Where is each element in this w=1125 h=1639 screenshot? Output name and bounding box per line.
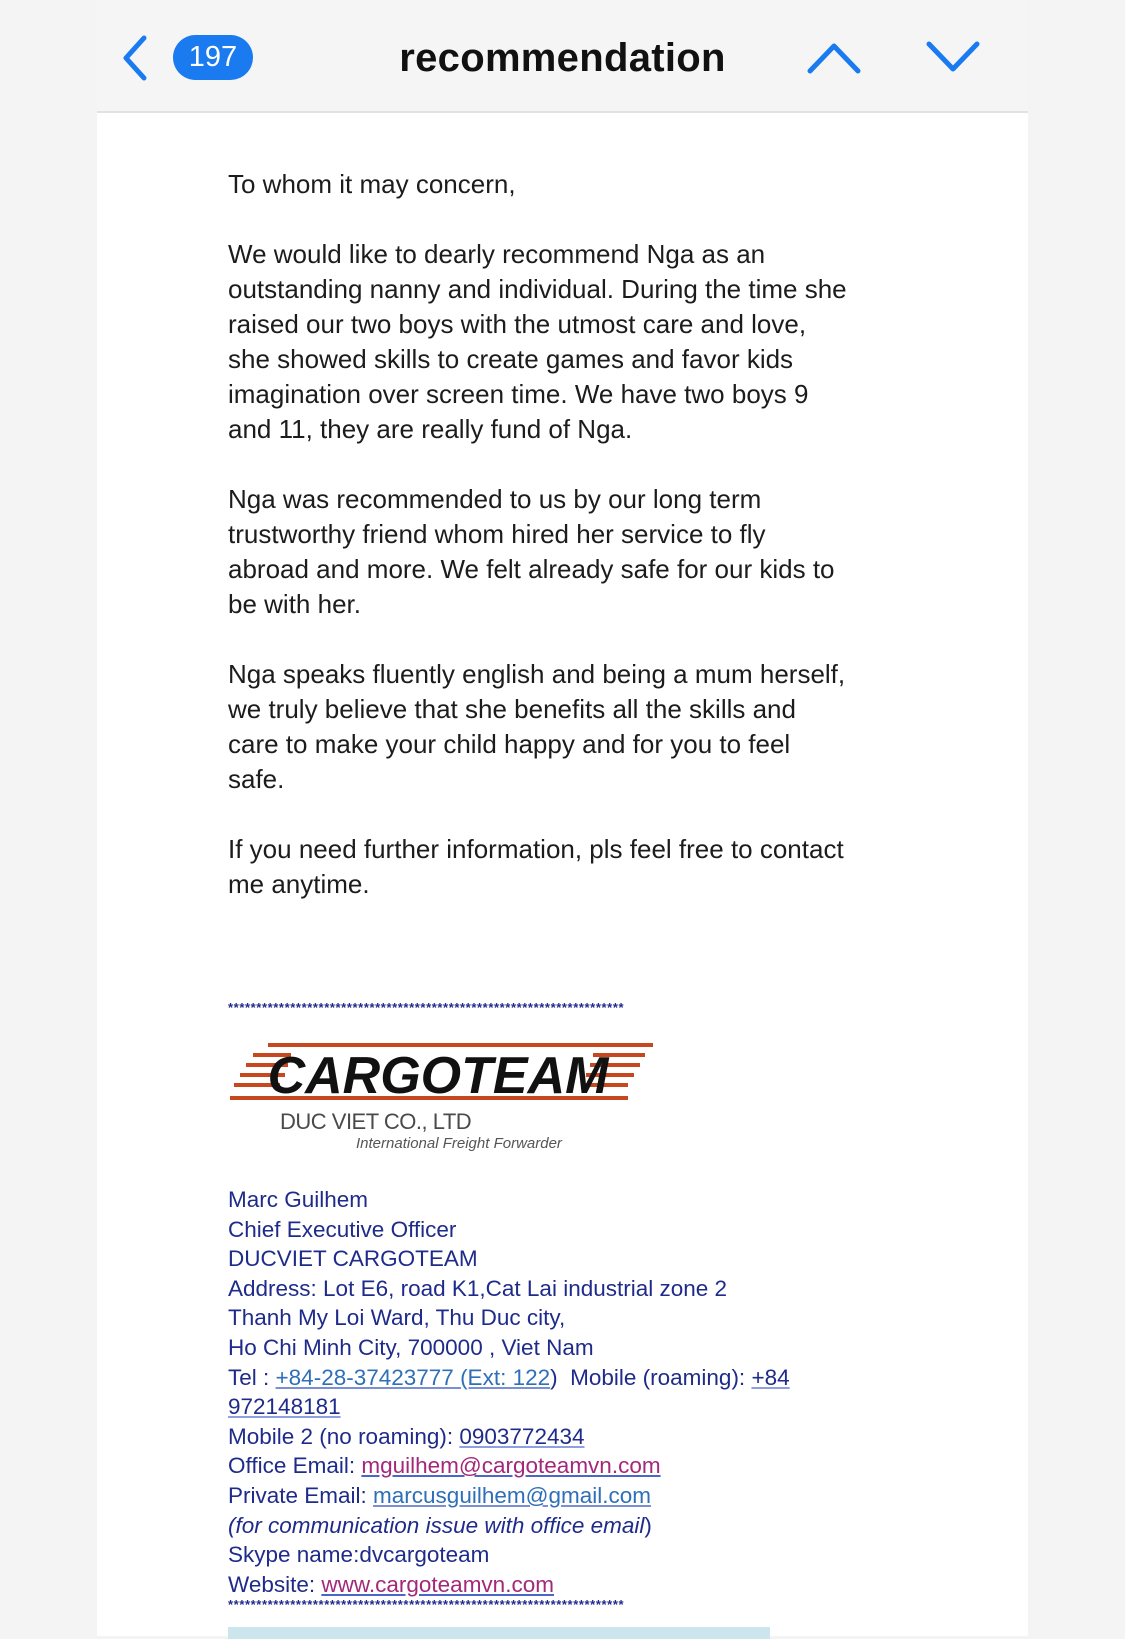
- chevron-up-icon: [802, 34, 866, 80]
- back-button[interactable]: [116, 30, 156, 86]
- logo-company-text: DUC VIET CO., LTD: [280, 1109, 472, 1134]
- mobile2-link[interactable]: 0903772434: [459, 1423, 585, 1449]
- signature-divider-top: **********************************************************************: [228, 1000, 625, 1015]
- signature-phone-line: [228, 1363, 848, 1422]
- signature-address-line: Address: Lot E6, road K1,Cat Lai industrial zone 2: [228, 1275, 728, 1301]
- tel-link[interactable]: +84-28-37423777 (Ext: 122: [275, 1364, 551, 1390]
- signature-address-line: Ho Chi Minh City, 700000 , Viet Nam: [228, 1334, 594, 1360]
- private-email-label: Private Email:: [228, 1482, 374, 1508]
- signature-address-line: Thanh My Loi Ward, Thu Duc city,: [228, 1305, 566, 1331]
- next-message-button[interactable]: [921, 34, 985, 80]
- logo-tagline-text: International Freight Forwarder: [356, 1135, 562, 1152]
- mobile-label: Mobile (roaming):: [557, 1364, 752, 1390]
- company-logo: [228, 1030, 658, 1155]
- email-signature: [228, 1185, 848, 1599]
- signature-email-note: (for communication issue with office email): [228, 1512, 652, 1538]
- signature-company: DUCVIET CARGOTEAM: [228, 1246, 478, 1272]
- paragraph: If you need further information, pls feel free to contact me anytime.: [228, 834, 844, 899]
- signature-divider-bottom: **********************************************************************: [228, 1597, 625, 1612]
- signature-website-line: [228, 1570, 848, 1600]
- signature-skype: Skype name:dvcargoteam: [228, 1542, 490, 1568]
- email-subject-title: recommendation: [399, 36, 726, 80]
- office-email-label: Office Email:: [228, 1453, 362, 1479]
- mobile2-label: Mobile 2 (no roaming):: [228, 1423, 460, 1449]
- signature-office-email-line: [228, 1451, 848, 1481]
- private-email-link[interactable]: marcusguilhem@gmail.com: [373, 1482, 651, 1508]
- greeting: To whom it may concern,: [228, 169, 516, 199]
- paragraph: Nga speaks fluently english and being a mum herself, we truly believe that she benefits all the skills and care to make your child happy and for you to feel safe.: [228, 659, 846, 794]
- office-email-link[interactable]: mguilhem@cargoteamvn.com: [361, 1453, 661, 1479]
- website-label: Website:: [228, 1571, 322, 1597]
- signature-name: Marc Guilhem: [228, 1187, 369, 1212]
- chevron-down-icon: [921, 34, 985, 80]
- paragraph: We would like to dearly recommend Nga as an outstanding nanny and individual. During the time she raised our two boys with the utmost care and love, she showed skills to create games and favor kids imagination over screen time. We have two boys 9 and 11, they are really fund of Nga.: [228, 239, 847, 444]
- signature-private-email-line: [228, 1481, 848, 1511]
- paragraph: Nga was recommended to us by our long term trustworthy friend whom hired her service to fly abroad and more. We felt already safe for our kids to be with her.: [228, 484, 835, 619]
- signature-mobile2-line: [228, 1422, 848, 1452]
- tel-close: ): [550, 1364, 558, 1390]
- signature-banner-image: [228, 1627, 770, 1639]
- unread-count-badge[interactable]: 197: [173, 35, 253, 80]
- previous-message-button[interactable]: [802, 34, 866, 80]
- email-body-text: [228, 167, 848, 937]
- mobile-link[interactable]: +84 972148181: [228, 1364, 790, 1420]
- signature-role: Chief Executive Officer: [228, 1216, 457, 1242]
- logo-brand-text: CARGOTEAM: [267, 1047, 609, 1105]
- chevron-left-icon: [116, 30, 156, 86]
- website-link[interactable]: www.cargoteamvn.com: [321, 1571, 554, 1597]
- tel-label: Tel :: [228, 1364, 276, 1390]
